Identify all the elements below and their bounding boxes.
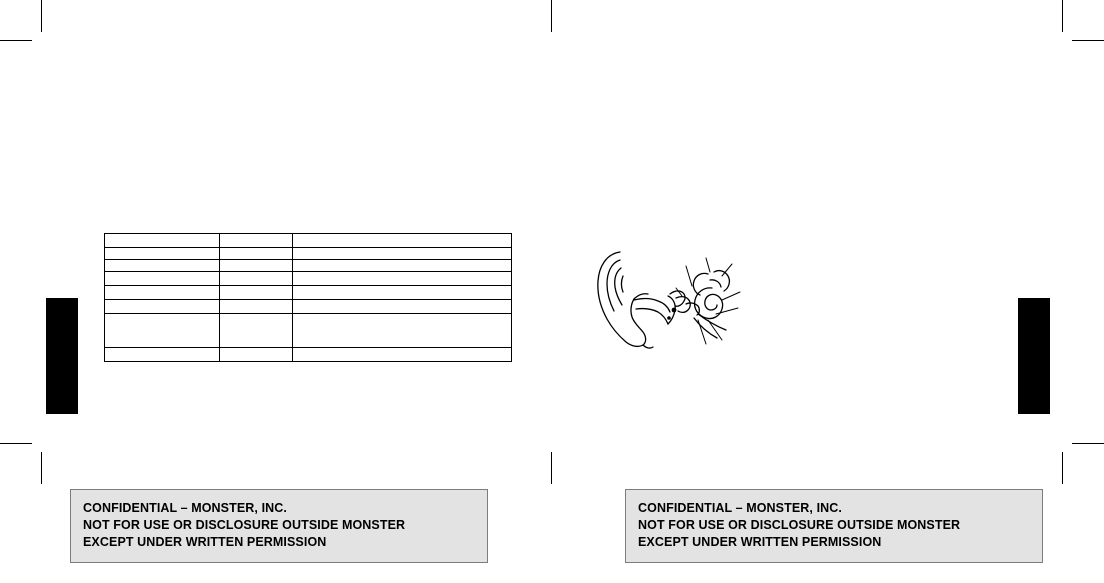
crop-mark-top-center-vertical <box>551 0 552 32</box>
table-cell <box>220 234 293 248</box>
table-row <box>105 260 512 272</box>
crop-mark-bottom-left-vertical <box>41 452 42 484</box>
crop-mark-bottom-right-vertical <box>1062 452 1063 484</box>
confidential-notice-right <box>625 489 1043 563</box>
bleed-tab-left <box>46 298 78 414</box>
table-cell <box>293 234 512 248</box>
table-cell <box>293 300 512 314</box>
table-cell <box>220 314 293 348</box>
table-cell <box>220 300 293 314</box>
table-cell <box>293 272 512 286</box>
table-cell <box>220 260 293 272</box>
table-cell <box>293 314 512 348</box>
table-cell <box>105 300 220 314</box>
table-cell <box>105 248 220 260</box>
crop-mark-bottom-center-vertical <box>551 452 552 484</box>
confidential-notice-left <box>70 489 488 563</box>
table-cell <box>105 272 220 286</box>
table-cell <box>105 286 220 300</box>
ear-anatomy-illustration <box>590 248 750 358</box>
table-row <box>105 272 512 286</box>
table-cell <box>293 248 512 260</box>
specification-table <box>104 233 512 362</box>
table-row <box>105 314 512 348</box>
table-cell <box>220 348 293 362</box>
crop-mark-bottom-left-horizontal <box>0 443 32 444</box>
table-cell <box>293 260 512 272</box>
table-cell <box>105 314 220 348</box>
crop-mark-bottom-right-horizontal <box>1072 443 1104 444</box>
table-row <box>105 286 512 300</box>
table-cell <box>293 348 512 362</box>
table-row <box>105 348 512 362</box>
confidential-line-3: EXCEPT UNDER WRITTEN PERMISSION <box>83 535 327 549</box>
confidential-line-2: NOT FOR USE OR DISCLOSURE OUTSIDE MONSTER <box>638 518 961 532</box>
confidential-line-3: EXCEPT UNDER WRITTEN PERMISSION <box>638 535 882 549</box>
confidential-line-1: CONFIDENTIAL – MONSTER, INC. <box>638 501 842 515</box>
table-cell <box>105 348 220 362</box>
confidential-line-2: NOT FOR USE OR DISCLOSURE OUTSIDE MONSTER <box>83 518 406 532</box>
table-cell <box>105 260 220 272</box>
bleed-tab-right <box>1018 298 1050 414</box>
table-cell <box>293 286 512 300</box>
table-cell <box>220 272 293 286</box>
table-cell <box>105 234 220 248</box>
crop-mark-right-horizontal <box>1072 40 1104 41</box>
crop-mark-top-right-vertical <box>1062 0 1063 32</box>
confidential-line-1: CONFIDENTIAL – MONSTER, INC. <box>83 501 287 515</box>
crop-mark-left-horizontal <box>0 40 32 41</box>
table-row <box>105 248 512 260</box>
table-cell <box>220 286 293 300</box>
crop-mark-top-left-vertical <box>41 0 42 32</box>
table-row <box>105 300 512 314</box>
table-cell <box>220 248 293 260</box>
table-row <box>105 234 512 248</box>
